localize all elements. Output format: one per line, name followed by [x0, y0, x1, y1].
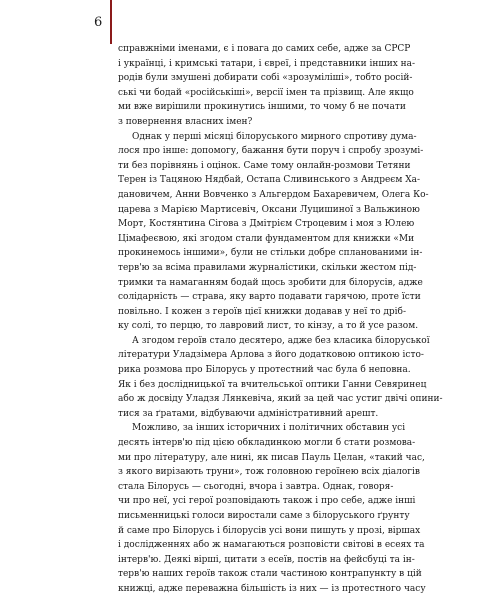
text-line: Можливо, за інших історичних і політичних обставин усі — [132, 423, 406, 434]
text-line: літератури Уладзімера Арлова з його додатковою оптикою істо- — [118, 350, 424, 361]
text-line: книжці, адже переважна більшість із них — із протестного часу — [118, 583, 426, 594]
text-line: ські чи бодай «російськіші», версії імен та прізвищ. Але якщо — [118, 87, 414, 98]
paragraph — [118, 42, 416, 130]
text-line: Як і без дослідницької та вчительської оптики Ганни Севяринец — [118, 379, 427, 390]
paragraph — [118, 130, 429, 334]
text-line: родів були змушені добирати собі «зрозуміліші», тобто росій- — [118, 73, 413, 84]
text-line: лося про інше: допомогу, бажання бути поруч і спробу зрозумі- — [118, 146, 424, 157]
text-line: ми вже вирішили прокинутись іншими, то чому б не почати — [118, 102, 406, 113]
text-line: ти без порівнянь і оцінок. Саме тому онлайн-розмови Тетяни — [118, 160, 411, 171]
text-line: чи про неї, усі герої розповідають також і про себе, адже інші — [118, 496, 416, 507]
text-line: терв'ю наших героїв також стали частиною контрапункту в цій — [118, 569, 422, 580]
text-line: інтерв'ю. Деякі вірші, цитати з есеїв, постів на фейсбуці та ін- — [118, 554, 415, 565]
text-line: або ж досвіду Уладзя Лянкевіча, який за цей час устиг двічі опини- — [118, 394, 443, 405]
text-line: прокинемось іншими», були не стільки добре спланованими ін- — [118, 248, 423, 259]
text-line: тися за ґратами, відбуваючи адміністративний арешт. — [118, 408, 379, 419]
text-line: Терен із Тацяною Нядбай, Остапа Сливинського з Андреєм Ха- — [118, 175, 421, 186]
text-line: з якого вирізають труни», тож головною героїнею всіх діалогів — [118, 467, 420, 478]
body-text — [118, 42, 443, 597]
text-line: А згодом героїв стало десятеро, адже без класика білоруської — [132, 335, 430, 346]
text-line: і українці, і кримські татари, і євреї, і представники інших на- — [118, 58, 416, 69]
page-number: 6 — [94, 15, 103, 30]
text-line: повільно. І кожен з героїв цієї книжки додавав у неї то дріб- — [118, 306, 407, 317]
text-line: з повернення власних імен? — [118, 116, 253, 127]
text-line: царева з Марією Мартисевіч, Оксани Луцишиної з Вальжиною — [118, 204, 420, 215]
text-line: десять інтерв'ю під цією обкладинкою могли б стати розмова- — [118, 438, 416, 449]
text-line: Однак у перші місяці білоруського мирного спротиву дума- — [132, 131, 417, 142]
paragraph — [118, 421, 426, 596]
text-line: справжніми іменами, є і повага до самих себе, адже за СРСР — [118, 44, 411, 54]
text-line: стала Білорусь — сьогодні, вчора і завтра. Однак, говоря- — [118, 481, 394, 492]
text-line: дановичем, Анни Вовченко з Альгердом Бахаревичем, Олега Ко- — [118, 189, 429, 200]
text-line: і дослідженнях або ж намагаються розповісти світові в есеях та — [118, 540, 425, 551]
text-line: Морт, Костянтина Сігова з Дмітрієм Строцевим і моя з Юлею — [118, 219, 415, 230]
text-line: ку солі, то перцю, то лавровий лист, то кінзу, а то й усе разом. — [118, 321, 419, 332]
text-line: терв'ю за всіма правилами журналістики, скільки жестом під- — [118, 262, 417, 273]
text-line: солідарність — страва, яку варто подавати гарячою, проте їсти — [118, 292, 421, 303]
text-line: рика розмова про Білорусь у протестний час була б неповна. — [118, 365, 411, 376]
text-line: тримки та намаганням бодай щось зробити для білорусів, адже — [118, 277, 423, 288]
paragraph — [118, 334, 443, 422]
text-line: й саме про Білорусь і білорусів усі вони пишуть у прозі, віршах — [118, 525, 421, 536]
margin-accent-rule — [110, 0, 112, 44]
text-line: ми про літературу, але нині, як писав Пауль Целан, «такий час, — [118, 452, 425, 463]
text-line: письменницькі голоси виростали саме з білоруського ґрунту — [118, 511, 410, 521]
text-line: Цімафеєвою, які згодом стали фундаментом для книжки «Ми — [118, 233, 415, 244]
